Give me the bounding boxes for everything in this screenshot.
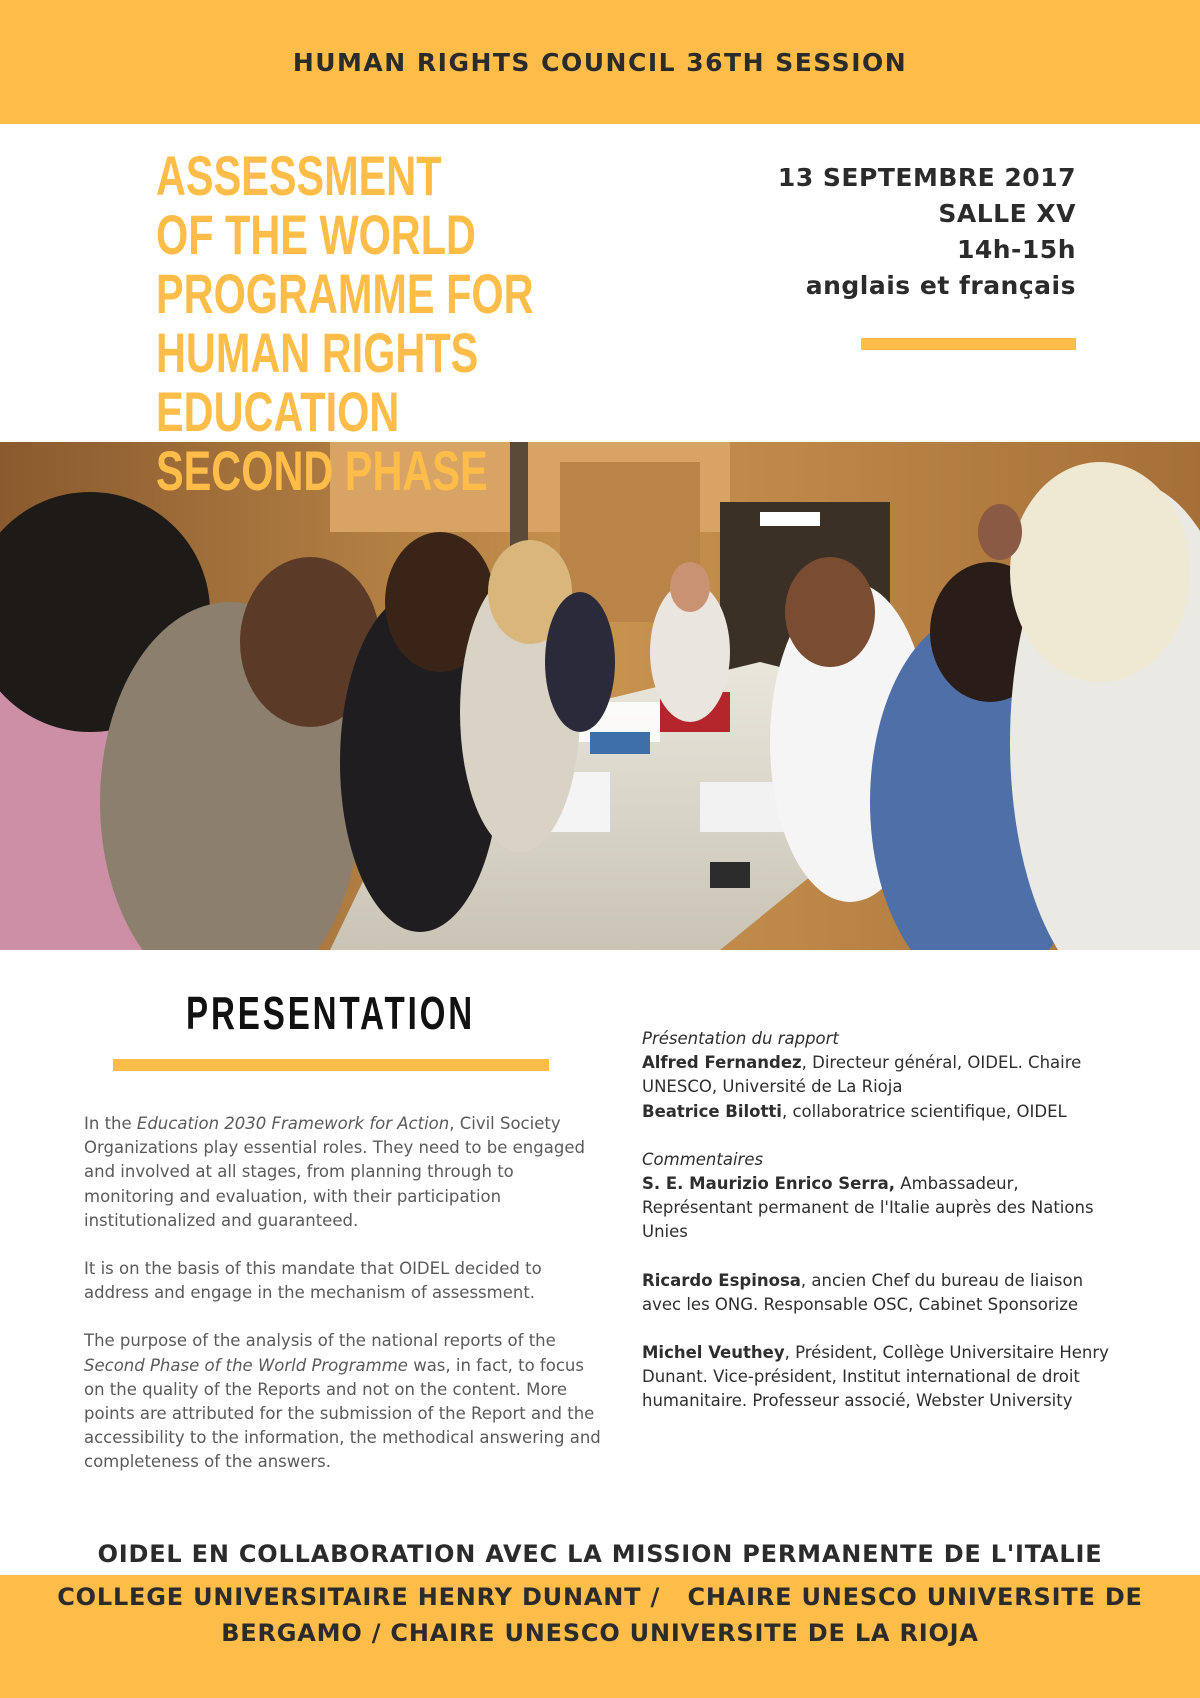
presentation-paragraph-2: It is on the basis of this mandate that OIDEL decided to address and engage in the mechanism of assessment. [84, 1259, 542, 1303]
speaker-role: , ancien Chef du bureau de liaison avec les ONG. Responsable OSC, Cabinet Sponsorize [642, 1270, 1084, 1314]
title-line-5: EDUCATION [156, 380, 400, 443]
partners-line-2: BERGAMO / CHAIRE UNESCO UNIVERSITE DE LA RIOJA [221, 1619, 979, 1647]
commentators [642, 1148, 1112, 1245]
title-line-2: OF THE WORLD [156, 203, 476, 266]
presentation-paragraph-3: The purpose of the analysis of the national reports of the Second Phase of the World Programme was, in fact, to focus on the quality of the Reports and not on the content. More points are attributed for the submission of the Report and the accessibility to the information, the methodical answering and completeness of the answers. [84, 1331, 601, 1472]
info-divider [861, 338, 1076, 350]
main-title [156, 146, 534, 500]
partners-line-1: COLLEGE UNIVERSITAIRE HENRY DUNANT / CHAIRE UNESCO UNIVERSITE DE [57, 1583, 1143, 1611]
event-time: 14h-15h [956, 235, 1076, 264]
top-banner [0, 0, 1200, 124]
speaker-name: Beatrice Bilotti [642, 1101, 782, 1121]
presentation-body [84, 1112, 604, 1499]
meeting-photo-icon [0, 439, 1200, 950]
title-line-6: SECOND PHASE [156, 439, 488, 502]
presentation-heading: PRESENTATION [186, 987, 476, 1039]
speaker-name: Michel Veuthey [642, 1343, 785, 1363]
speaker-entry [642, 1269, 1112, 1317]
speaker-role: , Président, Collège Universitaire Henry Dunant. Vice-président, Institut international de droit humanitaire. Professeur associé, Webster University [642, 1343, 1109, 1411]
event-date: 13 SEPTEMBRE 2017 [777, 163, 1076, 192]
session-title: HUMAN RIGHTS COUNCIL 36TH SESSION [292, 47, 908, 77]
collaboration-line: OIDEL EN COLLABORATION AVEC LA MISSION PERMANENTE DE L'ITALIE [97, 1540, 1103, 1568]
comments-label: Commentaires [642, 1149, 764, 1169]
title-line-1: ASSESSMENT [156, 144, 442, 207]
speaker-role: , Directeur général, OIDEL. Chaire UNESCO, Université de La Rioja [642, 1053, 1082, 1097]
speaker-entry [642, 1341, 1112, 1414]
report-presenters [642, 1027, 1112, 1124]
title-line-3: PROGRAMME FOR [156, 262, 534, 325]
speaker-role: Ambassadeur, Représentant permanent de l'Italie auprès des Nations Unies [642, 1174, 1094, 1242]
report-label: Présentation du rapport [642, 1029, 839, 1048]
presentation-paragraph-1: In the Education 2030 Framework for Action, Civil Society Organizations play essential roles. They need to be engaged and involved at all stages, from planning through to monitoring and evaluation, with their participation institutionalized and guaranteed. [84, 1114, 585, 1230]
speaker-name: Alfred Fernandez [642, 1053, 802, 1073]
event-info [778, 160, 1076, 304]
speaker-role: , collaboratrice scientifique, OIDEL [781, 1101, 1067, 1121]
partners-list [0, 1579, 1200, 1651]
speaker-name: Ricardo Espinosa [642, 1270, 801, 1290]
presentation-divider [113, 1059, 549, 1071]
event-languages: anglais et français [805, 271, 1076, 300]
speakers-list [642, 1027, 1112, 1438]
speaker-name: S. E. Maurizio Enrico Serra, [642, 1174, 896, 1194]
event-room: SALLE XV [938, 199, 1076, 228]
title-line-4: HUMAN RIGHTS [156, 321, 479, 384]
